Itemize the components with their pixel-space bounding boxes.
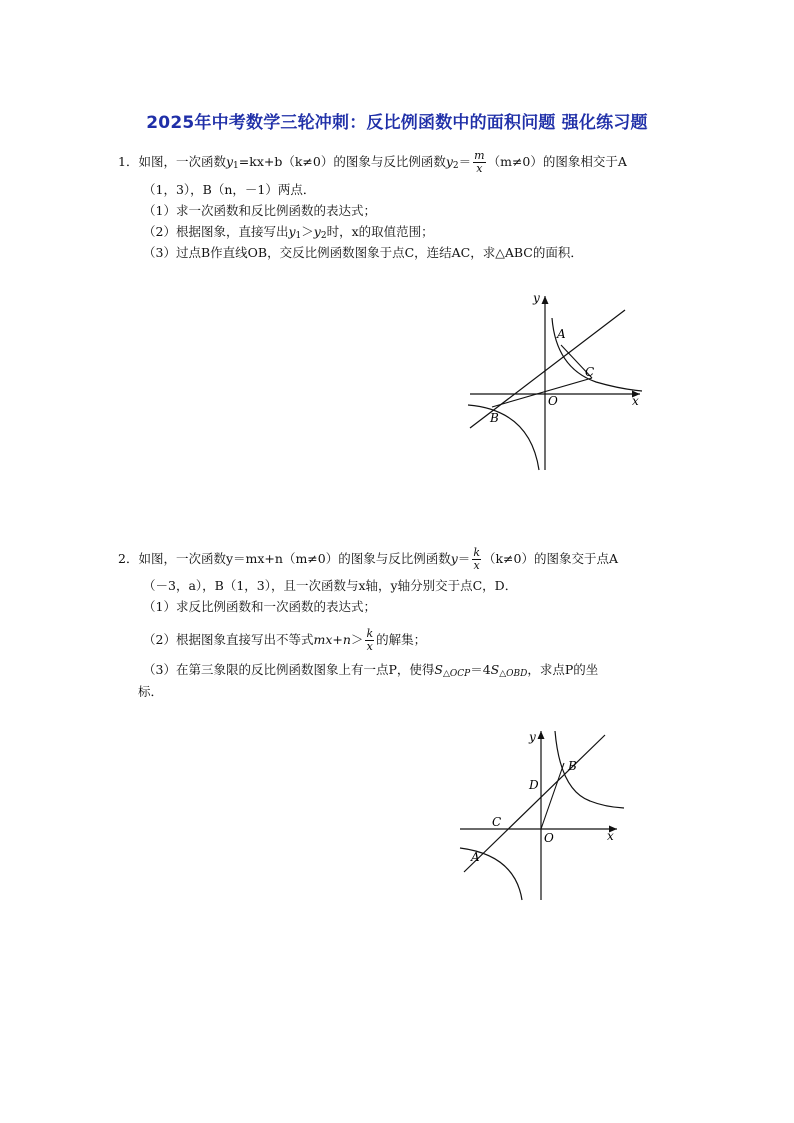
q2-line-1: 2．如图，一次函数y＝mx+n（m≠0）的图象与反比例函数y＝ $\frac{k}{x}$ （k≠0）的图象交于点A	[118, 546, 619, 572]
q1-part-2: （2）根据图象，直接写出$y_1>y_2$时，x的取值范围；	[143, 224, 434, 241]
q2-fraction: $\frac{k}{x}$	[473, 546, 480, 572]
q1-point-a: A	[557, 327, 566, 341]
q2-line-2: （－3，a），B（1，3），且一次函数与x轴，y轴分别交于点C，D．	[143, 578, 518, 593]
q2-point-b: B	[568, 759, 577, 773]
q2-point-a: A	[471, 850, 480, 864]
q2-part-2-fraction: $\frac{k}{x}$	[366, 627, 374, 653]
q1-origin-label: O	[548, 394, 558, 408]
q1-point-c: C	[585, 365, 595, 379]
page-title: 2025年中考数学三轮冲刺：反比例函数中的面积问题 强化练习题	[146, 113, 648, 133]
q2-part-2: （2）根据图象直接写出不等式mx+n＞ $\frac{k}{x}$ 的解集；	[143, 627, 427, 653]
q1-line-1: 1．如图，一次函数$y_1=kx+b(k\ne 0)$的图象与反比例函数$y_2=$ $\frac{m}{x}$ （m≠0）的图象相交于A	[118, 149, 627, 175]
q2-text-a: 如图，一次函数y＝mx+n（m≠0）的图象与反比例函数	[138, 551, 451, 566]
q1-fraction: $\frac{m}{x}$	[474, 149, 485, 175]
q2-origin-label: O	[544, 831, 554, 845]
q1-text-c: （m≠0）的图象相交于A	[487, 154, 627, 169]
q2-point-c: C	[492, 815, 502, 829]
q1-y-label: y	[533, 291, 540, 305]
q1-text-a: 如图，一次函数	[138, 154, 226, 169]
q2-part-3: （3）在第三象限的反比例函数图象上有一点P，使得$S_{\triangle OCP}=4S_{\triangle OBD}$，求点P的坐	[143, 662, 599, 679]
q1-part-3: （3）过点B作直线OB，交反比例函数图象于点C，连结AC，求△ABC的面积．	[143, 245, 583, 260]
q1-line-2: （1，3），B（n，－1）两点．	[143, 182, 316, 197]
q1-text-b: =kx+b（k≠0）的图象与反比例函数	[238, 154, 446, 169]
q2-point-d: D	[529, 778, 539, 792]
q2-figure	[452, 725, 632, 905]
q2-part-1: （1）求反比例函数和一次函数的表达式；	[143, 599, 376, 614]
q1-figure	[462, 290, 652, 475]
q1-x-label: x	[632, 394, 639, 408]
q2-text-b: （k≠0）的图象交于点A	[482, 551, 619, 566]
q1-part-1: （1）求一次函数和反比例函数的表达式；	[143, 203, 376, 218]
q2-number: 2．	[118, 551, 139, 566]
q1-point-b: B	[490, 411, 499, 425]
q2-y-label: y	[529, 730, 536, 744]
q2-x-label: x	[607, 829, 614, 843]
q2-part-3-cont: 标．	[138, 684, 164, 699]
q1-number: 1．	[118, 154, 139, 169]
